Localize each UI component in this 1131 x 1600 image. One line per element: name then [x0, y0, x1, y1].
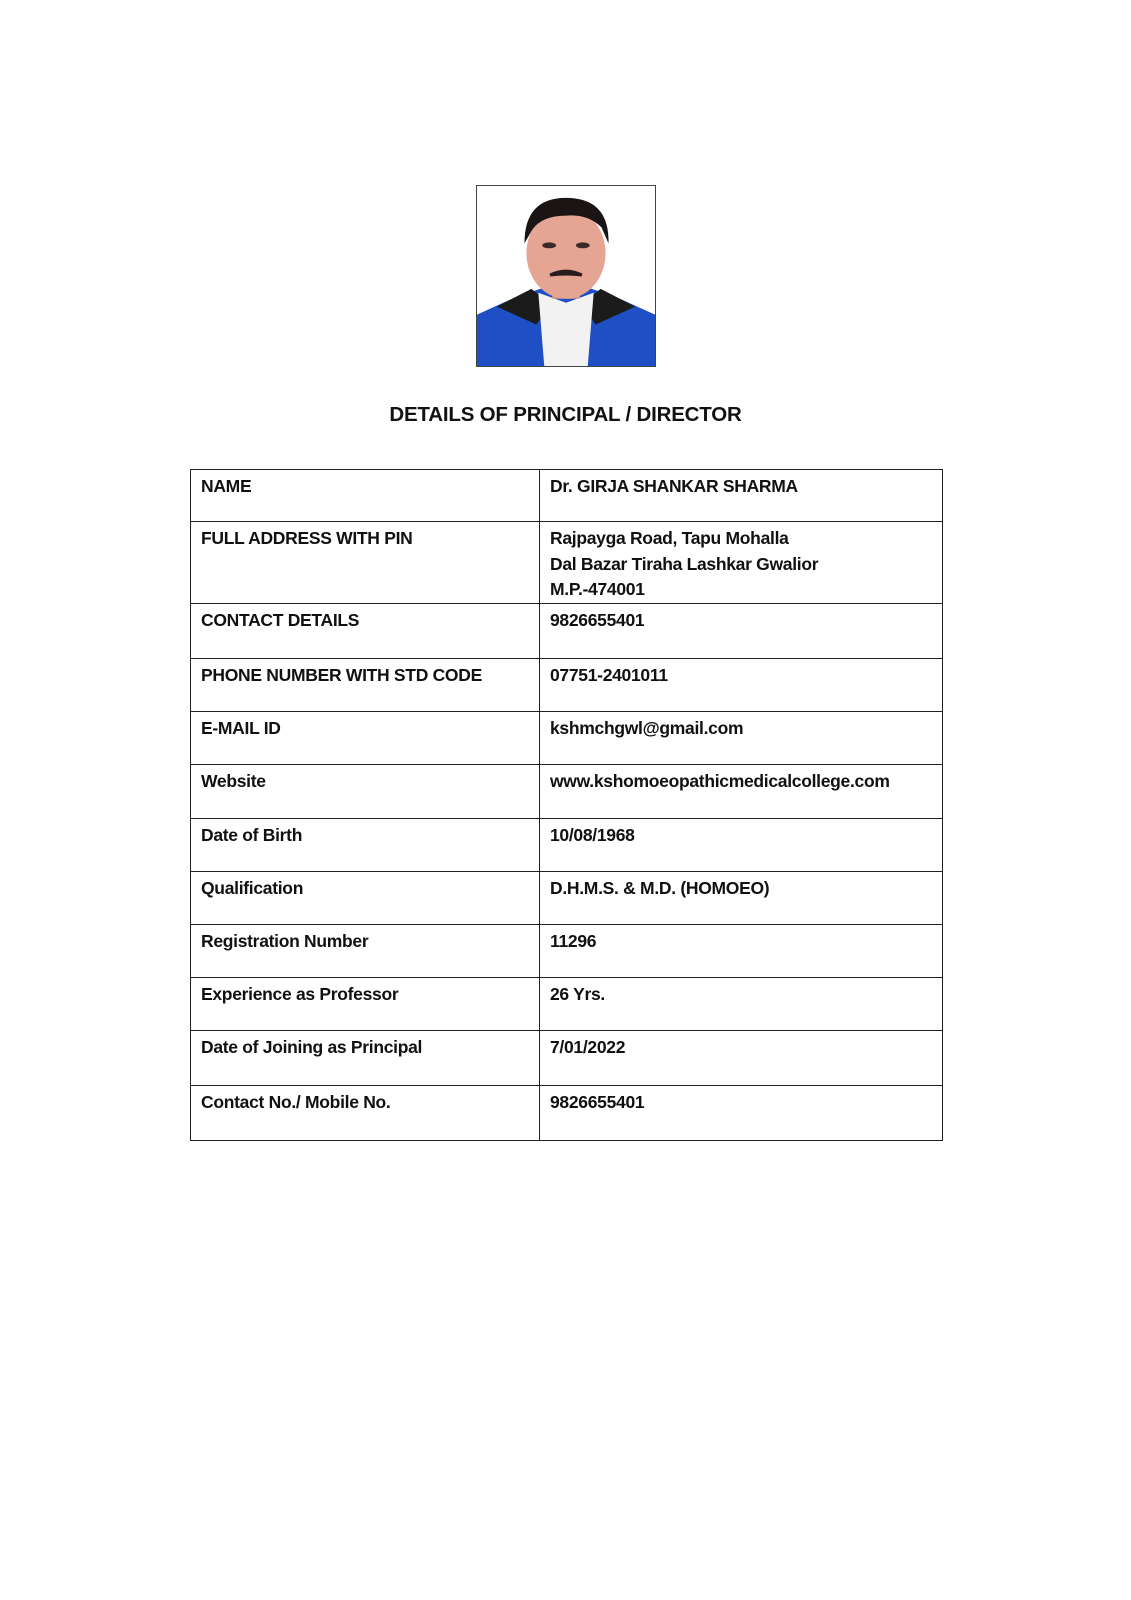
- portrait-image: [477, 186, 655, 366]
- row-value-mobile: 9826655401: [540, 1085, 943, 1140]
- row-value-phone: 07751-2401011: [540, 658, 943, 711]
- page-title: DETAILS OF PRINCIPAL / DIRECTOR: [389, 403, 742, 426]
- table-row: [191, 1030, 943, 1085]
- table-row: [191, 818, 943, 871]
- row-label-qualification: Qualification: [191, 871, 540, 924]
- address-line-2: Dal Bazar Tiraha Lashkar Gwalior: [550, 553, 819, 574]
- row-value-address: [540, 522, 943, 604]
- table-row: [191, 470, 943, 522]
- row-label-contact-details: CONTACT DETAILS: [191, 603, 540, 658]
- row-label-address: FULL ADDRESS WITH PIN: [191, 522, 540, 604]
- principal-photo: [476, 185, 656, 367]
- address-line-3: M.P.-474001: [550, 579, 645, 599]
- row-label-mobile: Contact No./ Mobile No.: [191, 1085, 540, 1140]
- row-value-qualification: D.H.M.S. & M.D. (HOMOEO): [540, 871, 943, 924]
- table-row: [191, 871, 943, 924]
- table-row: [191, 924, 943, 977]
- row-label-name: NAME: [191, 470, 540, 522]
- table-row: [191, 603, 943, 658]
- row-value-dob: 10/08/1968: [540, 818, 943, 871]
- row-label-email: E-MAIL ID: [191, 711, 540, 764]
- row-value-contact-details: 9826655401: [540, 603, 943, 658]
- row-label-registration: Registration Number: [191, 924, 540, 977]
- table-row: [191, 1085, 943, 1140]
- row-value-registration: 11296: [540, 924, 943, 977]
- table-row: [191, 711, 943, 764]
- row-label-joining-date: Date of Joining as Principal: [191, 1030, 540, 1085]
- row-label-experience: Experience as Professor: [191, 977, 540, 1030]
- row-value-joining-date: 7/01/2022: [540, 1030, 943, 1085]
- table-row: [191, 522, 943, 604]
- table-row: [191, 658, 943, 711]
- row-value-website: www.kshomoeopathicmedicalcollege.com: [540, 764, 943, 818]
- principal-details-table: [190, 469, 943, 1141]
- row-label-dob: Date of Birth: [191, 818, 540, 871]
- row-value-email: kshmchgwl@gmail.com: [540, 711, 943, 764]
- row-label-website: Website: [191, 764, 540, 818]
- row-value-experience: 26 Yrs.: [540, 977, 943, 1030]
- table-row: [191, 764, 943, 818]
- address-line-1: Rajpayga Road, Tapu Mohalla: [550, 528, 789, 548]
- table-row: [191, 977, 943, 1030]
- row-value-name: Dr. GIRJA SHANKAR SHARMA: [540, 470, 943, 522]
- row-label-phone: PHONE NUMBER WITH STD CODE: [191, 658, 540, 711]
